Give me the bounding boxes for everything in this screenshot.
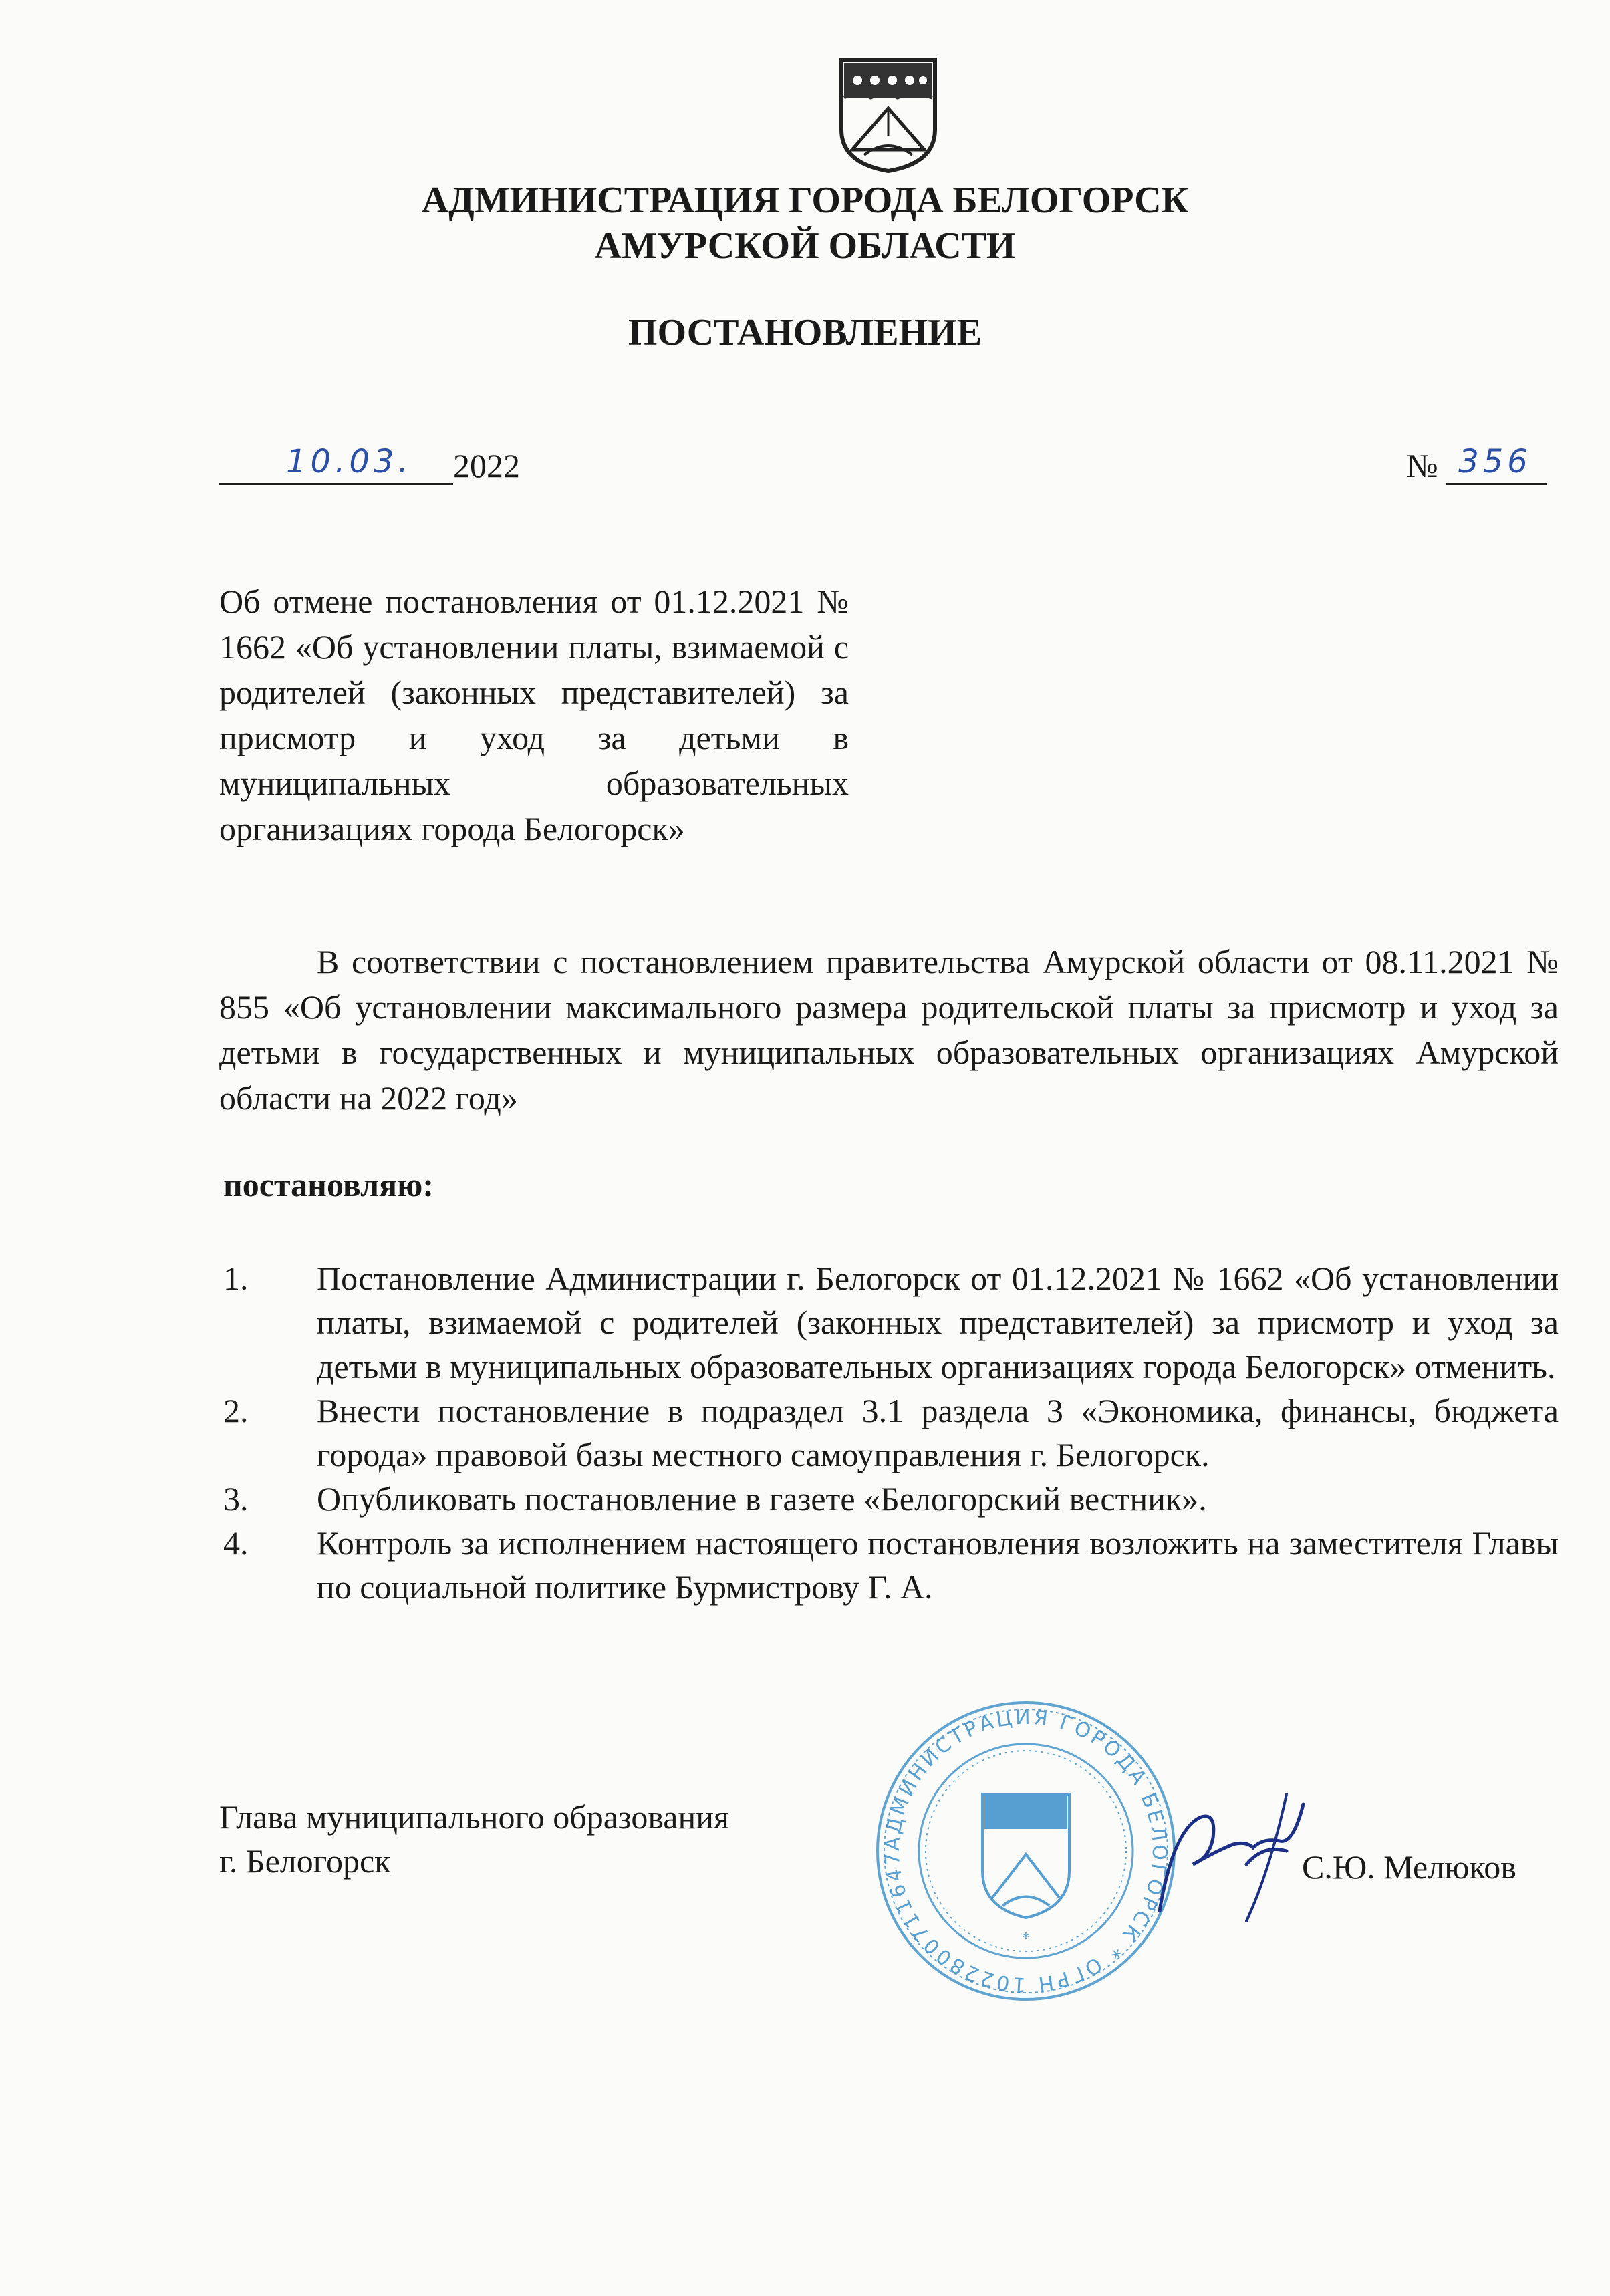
- decree-word: постановляю:: [223, 1166, 434, 1203]
- document-type: ПОСТАНОВЛЕНИЕ: [628, 312, 982, 353]
- organization-region: АМУРСКОЙ ОБЛАСТИ: [594, 225, 1016, 267]
- item-number: 4.: [223, 1524, 249, 1562]
- organization-name: АДМИНИСТРАЦИЯ ГОРОДА БЕЛОГОРСК: [421, 180, 1189, 221]
- handwritten-signature-icon: [1153, 1791, 1307, 1924]
- item-text: Постановление Администрации г. Белогорск от 01.12.2021 № 1662 «Об установлении платы, взимаемой с родителей (законных представителей) за присмотр и уход за детьми в муниципальных образовательных организациях города Белогорск» отменить.: [317, 1260, 1559, 1385]
- list-item: [219, 1521, 1559, 1609]
- signatory-title-line2: г. Белогорск: [219, 1842, 391, 1880]
- item-number: 1.: [223, 1260, 249, 1297]
- handwritten-number: 356: [1458, 443, 1532, 480]
- signatory-title: [219, 1795, 729, 1883]
- signatory-name: С.Ю. Мелюков: [1302, 1848, 1516, 1886]
- item-text: Опубликовать постановление в газете «Белогорский вестник».: [317, 1480, 1207, 1518]
- document-number: [1406, 444, 1547, 485]
- number-blank: [1446, 444, 1547, 485]
- item-number: 3.: [223, 1480, 249, 1518]
- svg-text:АДМИНИСТРАЦИЯ ГОРОДА БЕЛОГОРСК: [881, 1706, 1172, 1996]
- handwritten-date: 10.03.: [286, 443, 412, 480]
- seal-outer-text: АДМИНИСТРАЦИЯ ГОРОДА БЕЛОГОРСК * ОГРН 1022800711647: [880, 1705, 1172, 1997]
- number-sign: №: [1406, 447, 1438, 484]
- decree-items-list: [219, 1256, 1559, 1609]
- preamble-paragraph: В соответствии с постановлением правительства Амурской области от 08.11.2021 № 855 «Об установлении максимального размера родительской платы за присмотр и уход за детьми в государственных и муниципальных образовательных организациях Амурской области на 2022 год»: [219, 943, 1559, 1117]
- list-item: [219, 1477, 1559, 1521]
- list-item: [219, 1256, 1559, 1389]
- date-blank: [219, 444, 453, 485]
- official-seal-icon: [872, 1697, 1180, 2005]
- document-subject: Об отмене постановления от 01.12.2021 № 1662 «Об установлении платы, взимаемой с родителей (законных представителей) за присмотр и уход за детьми в муниципальных образовательных организациях города Белогорск»: [219, 583, 849, 847]
- coat-of-arms-icon: [837, 56, 939, 174]
- svg-text:*: *: [1022, 1930, 1030, 1947]
- item-text: Внести постановление в подраздел 3.1 раздела 3 «Экономика, финансы, бюджета города» правовой базы местного самоуправления г. Белогорск.: [317, 1392, 1559, 1473]
- item-number: 2.: [223, 1392, 249, 1429]
- date-year: 2022: [453, 447, 520, 484]
- signatory-title-line1: Глава муниципального образования: [219, 1798, 730, 1836]
- list-item: [219, 1389, 1559, 1477]
- document-date: [219, 444, 520, 485]
- item-text: Контроль за исполнением настоящего постановления возложить на заместителя Главы по социальной политике Бурмистрову Г. А.: [317, 1524, 1559, 1606]
